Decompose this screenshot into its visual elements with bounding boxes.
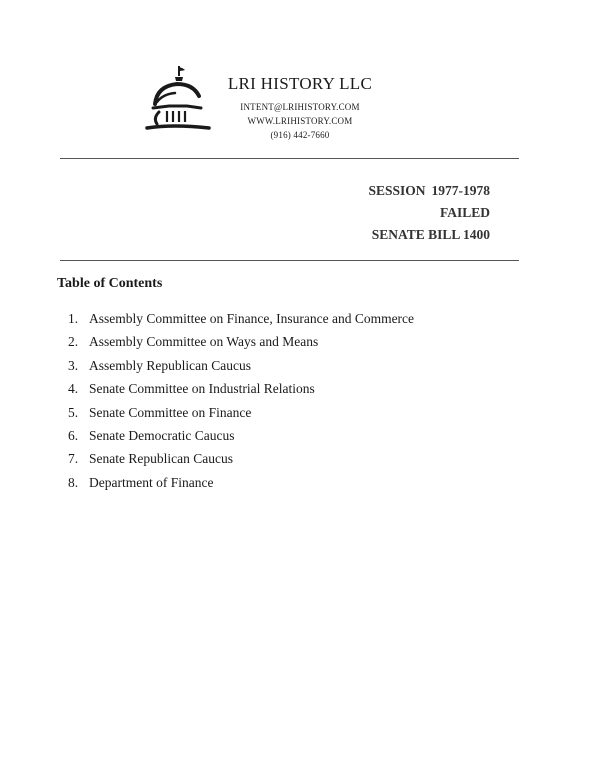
toc-item-label: Senate Committee on Industrial Relations (89, 381, 315, 397)
toc-item (68, 354, 414, 377)
session-label: SESSION (368, 183, 426, 198)
bill-info (368, 180, 490, 246)
toc-item-label: Assembly Committee on Ways and Means (89, 334, 319, 350)
toc-item-number: 4. (68, 381, 79, 397)
session-years: 1977-1978 (431, 183, 490, 198)
company-header (200, 74, 400, 142)
toc-item-number: 7. (68, 451, 79, 467)
toc-item (68, 401, 414, 424)
toc-item-number: 6. (68, 428, 79, 444)
toc-list (68, 307, 414, 494)
company-phone: (916) 442-7660 (270, 130, 330, 140)
toc-item-label: Assembly Committee on Finance, Insurance and Commerce (89, 311, 415, 326)
toc-item (68, 307, 414, 330)
top-divider (60, 158, 519, 159)
bill-name: SENATE BILL 1400 (371, 227, 490, 242)
company-email: INTENT@LRIHISTORY.COM (240, 102, 360, 112)
toc-item (68, 377, 414, 400)
toc-item-label: Senate Committee on Finance (89, 404, 252, 420)
toc-item-number: 3. (68, 357, 79, 373)
toc-item-label: Senate Republican Caucus (89, 451, 233, 467)
bottom-divider (60, 260, 519, 261)
toc-item-number: 5. (68, 404, 79, 420)
bill-status: FAILED (439, 205, 490, 220)
toc-item-label: Department of Finance (89, 474, 214, 490)
toc-item (68, 471, 414, 494)
toc-item-label: Assembly Republican Caucus (89, 357, 251, 373)
company-name: LRI HISTORY LLC (227, 74, 373, 93)
toc-item-number: 2. (68, 334, 79, 350)
toc-item-number: 8. (68, 474, 79, 490)
toc-heading: Table of Contents (57, 276, 163, 291)
session-row (368, 180, 490, 202)
toc-item (68, 447, 414, 470)
toc-item (68, 424, 414, 447)
toc-item-label: Senate Democratic Caucus (89, 428, 235, 444)
company-website: WWW.LRIHISTORY.COM (247, 116, 353, 126)
toc-item-number: 1. (68, 311, 79, 326)
toc-item (68, 330, 414, 353)
